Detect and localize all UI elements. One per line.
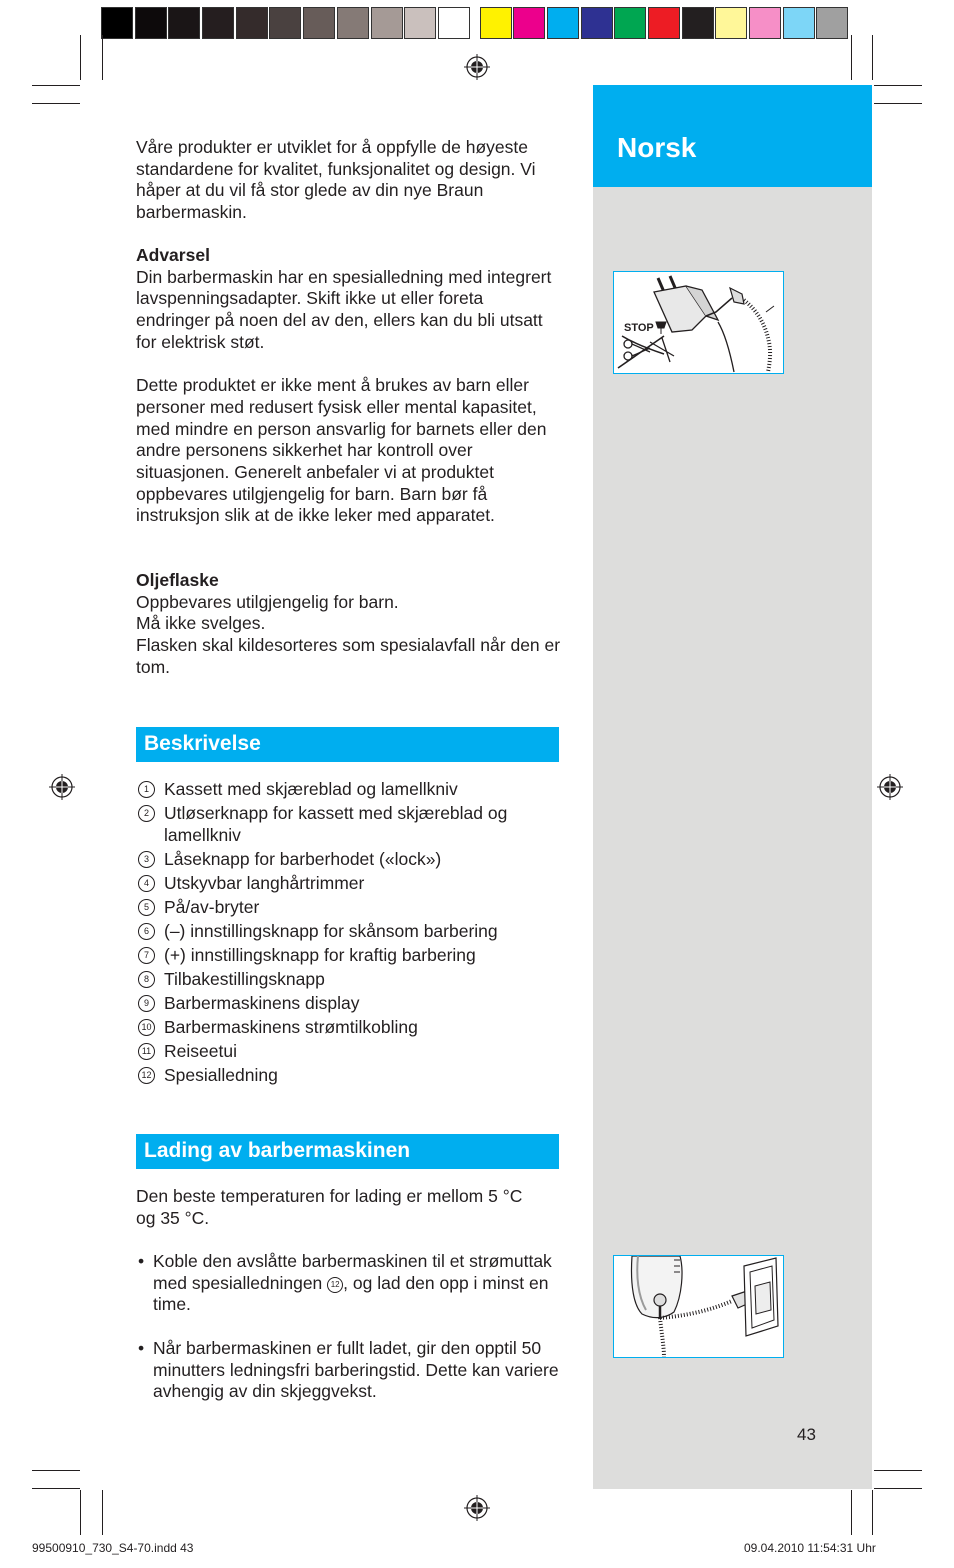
color-swatch	[202, 7, 234, 39]
list-item: 11 Reiseetui	[136, 1039, 566, 1063]
plug-cord-icon	[614, 272, 783, 373]
charging-heading-bar	[136, 1134, 559, 1169]
crop-mark	[872, 1490, 873, 1535]
charging-bullets	[136, 1251, 564, 1403]
color-swatch	[438, 7, 470, 39]
oil-line-2: Må ikke svelges.	[136, 613, 266, 634]
color-swatch	[101, 7, 133, 39]
charging-heading: Lading av barbermaskinen	[144, 1139, 411, 1162]
color-swatch	[303, 7, 335, 39]
list-item: 7 (+) innstillingsknapp for kraftig barbering	[136, 943, 566, 967]
crop-mark	[32, 1488, 80, 1489]
reference-number: 12	[327, 1277, 343, 1293]
footer-timestamp: 09.04.2010 11:54:31 Uhr	[744, 1541, 876, 1555]
oil-line-3: Flasken skal kildesorteres som spesialavfall når den er tom.	[136, 635, 561, 677]
illustration-charging	[613, 1255, 784, 1358]
stop-label: STOP	[624, 322, 654, 334]
color-swatch	[783, 7, 815, 39]
list-item: 9 Barbermaskinens display	[136, 991, 566, 1015]
illustration-cord-warning	[613, 271, 784, 374]
color-swatch	[404, 7, 436, 39]
crop-mark	[32, 103, 80, 104]
registration-mark-icon	[877, 774, 903, 800]
language-header	[593, 85, 872, 187]
color-swatch	[168, 7, 200, 39]
color-swatch	[547, 7, 579, 39]
warning-paragraph: Din barbermaskin har en spesialledning med integrert lavspenningsadapter. Skift ikke ut eller foreta endringer på noen del av den, ellers kan du bli utsatt for elektrisk støt.	[136, 266, 552, 352]
list-item: 3 Låseknapp for barberhodet («lock»)	[136, 847, 566, 871]
color-swatch	[749, 7, 781, 39]
crop-mark	[874, 85, 922, 86]
color-swatch	[269, 7, 301, 39]
crop-mark	[851, 1490, 852, 1535]
crop-mark	[32, 85, 80, 86]
crop-mark	[851, 35, 852, 80]
warning-section	[136, 245, 561, 527]
registration-mark-icon	[464, 1495, 490, 1521]
color-swatch	[480, 7, 512, 39]
color-swatch	[614, 7, 646, 39]
charging-temperature-text: Den beste temperaturen for lading er mellom 5 °C og 35 °C.	[136, 1186, 523, 1228]
crop-mark	[102, 35, 103, 80]
description-heading-bar	[136, 727, 559, 762]
color-swatch	[135, 7, 167, 39]
list-item: 10 Barbermaskinens strømtilkobling	[136, 1015, 566, 1039]
crop-mark	[874, 103, 922, 104]
color-swatch	[648, 7, 680, 39]
warning-children-paragraph: Dette produktet er ikke ment å brukes av barn eller personer med redusert fysisk eller mental kapasitet, med mindre en person ansvarlig for barnets eller den andre personens sikkerhet har kontroll over situasjonen. Generelt anbefaler vi at produktet oppbevares utilgjengelig for barn. Barn bør få instruksjon slik at de ikke leker med apparatet.	[136, 375, 547, 526]
list-item: 5 På/av-bryter	[136, 895, 566, 919]
description-heading: Beskrivelse	[144, 732, 261, 755]
registration-mark-icon	[464, 54, 490, 80]
page-number: 43	[797, 1425, 816, 1444]
color-swatch	[715, 7, 747, 39]
list-item: 1 Kassett med skjæreblad og lamellkniv	[136, 777, 566, 801]
color-swatch	[682, 7, 714, 39]
crop-mark	[80, 35, 81, 80]
list-item: 12 Spesialledning	[136, 1063, 566, 1087]
list-item: 6 (–) innstillingsknapp for skånsom barbering	[136, 919, 566, 943]
color-swatch	[337, 7, 369, 39]
color-swatch	[236, 7, 268, 39]
oil-heading: Oljeflaske	[136, 570, 219, 590]
intro-text	[136, 137, 561, 224]
crop-mark	[874, 1488, 922, 1489]
crop-mark	[872, 35, 873, 80]
list-item: 2 Utløserknapp for kassett med skjæreblad og lamellkniv	[136, 801, 566, 847]
warning-heading: Advarsel	[136, 245, 210, 265]
color-calibration-bar	[101, 7, 850, 41]
list-item: 8 Tilbakestillingsknapp	[136, 967, 566, 991]
intro-paragraph: Våre produkter er utviklet for å oppfylle de høyeste standardene for kvalitet, funksjonalitet og design. Vi håper at du vil få stor glede av din nye Braun barbermaskin.	[136, 137, 536, 223]
shaver-plugged-icon	[614, 1256, 783, 1357]
crop-mark	[102, 1490, 103, 1535]
footer-filename: 99500910_730_S4-70.indd 43	[32, 1541, 194, 1555]
color-swatch	[371, 7, 403, 39]
list-item: • Koble den avslåtte barbermaskinen til et strømuttak med spesialledningen 12 , og lad den opp i minst en time.	[136, 1251, 564, 1316]
color-swatch	[816, 7, 848, 39]
language-title: Norsk	[617, 132, 697, 163]
list-item: 4 Utskyvbar langhårtrimmer	[136, 871, 566, 895]
crop-mark	[874, 1470, 922, 1471]
registration-mark-icon	[49, 774, 75, 800]
color-swatch	[581, 7, 613, 39]
parts-list	[136, 777, 566, 1087]
crop-mark	[80, 1490, 81, 1535]
list-item: • Når barbermaskinen er fullt ladet, gir den opptil 50 minutters ledningsfri barberingstid. Dette kan variere avhengig av din skjeggvekst.	[136, 1338, 564, 1403]
oil-section	[136, 570, 561, 679]
charging-intro	[136, 1186, 536, 1229]
crop-mark	[32, 1470, 80, 1471]
color-swatch	[513, 7, 545, 39]
oil-line-1: Oppbevares utilgjengelig for barn.	[136, 591, 399, 612]
